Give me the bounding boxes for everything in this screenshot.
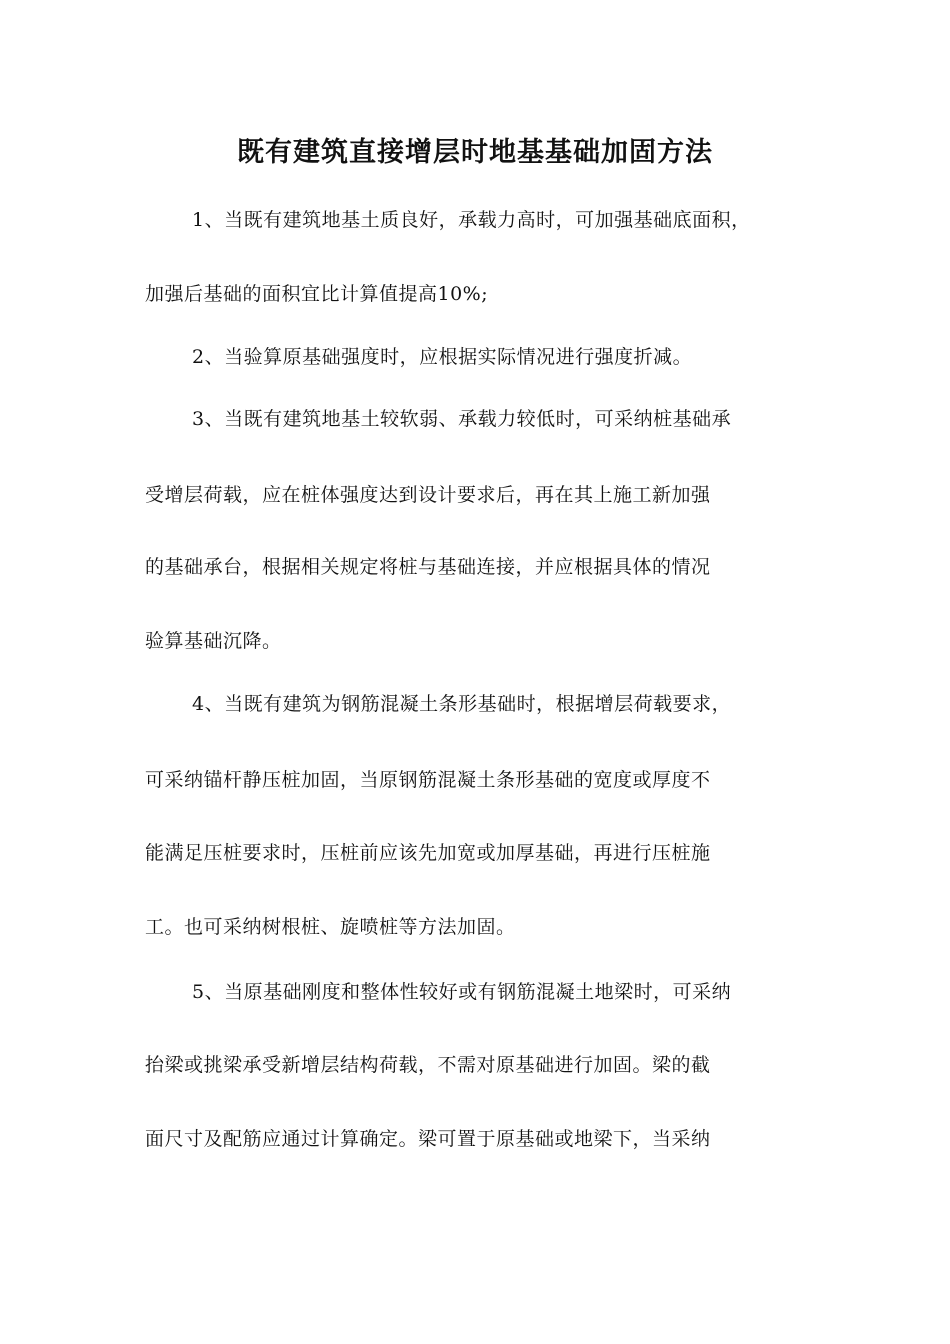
text-line: 受增层荷载，应在桩体强度达到设计要求后，再在其上施工新加强	[145, 484, 711, 506]
text-line: 2、当验算原基础强度时，应根据实际情况进行强度折减。	[192, 346, 693, 368]
text-line: 能满足压桩要求时，压桩前应该先加宽或加厚基础，再进行压桩施	[145, 842, 711, 864]
text-line: 加强后基础的面积宜比计算值提高10%;	[145, 283, 489, 305]
text-line: 抬梁或挑梁承受新增层结构荷载，不需对原基础进行加固。梁的截	[145, 1054, 711, 1076]
text-line: 4、当既有建筑为钢筋混凝土条形基础时，根据增层荷载要求，	[192, 693, 732, 715]
text-line: 的基础承台，根据相关规定将桩与基础连接，并应根据具体的情况	[145, 556, 711, 578]
document-title: 既有建筑直接增层时地基基础加固方法	[237, 137, 713, 168]
text-line: 验算基础沉降。	[145, 630, 282, 652]
text-line: 面尺寸及配筋应通过计算确定。梁可置于原基础或地梁下，当采纳	[145, 1128, 711, 1150]
text-line: 工。也可采纳树根桩、旋喷桩等方法加固。	[145, 916, 516, 938]
text-line: 1、当既有建筑地基土质良好，承载力高时，可加强基础底面积，	[192, 209, 751, 231]
text-line: 可采纳锚杆静压桩加固，当原钢筋混凝土条形基础的宽度或厚度不	[145, 769, 711, 791]
text-line: 5、当原基础刚度和整体性较好或有钢筋混凝土地梁时，可采纳	[192, 981, 732, 1003]
text-line: 3、当既有建筑地基土较软弱、承载力较低时，可采纳桩基础承	[192, 408, 732, 430]
